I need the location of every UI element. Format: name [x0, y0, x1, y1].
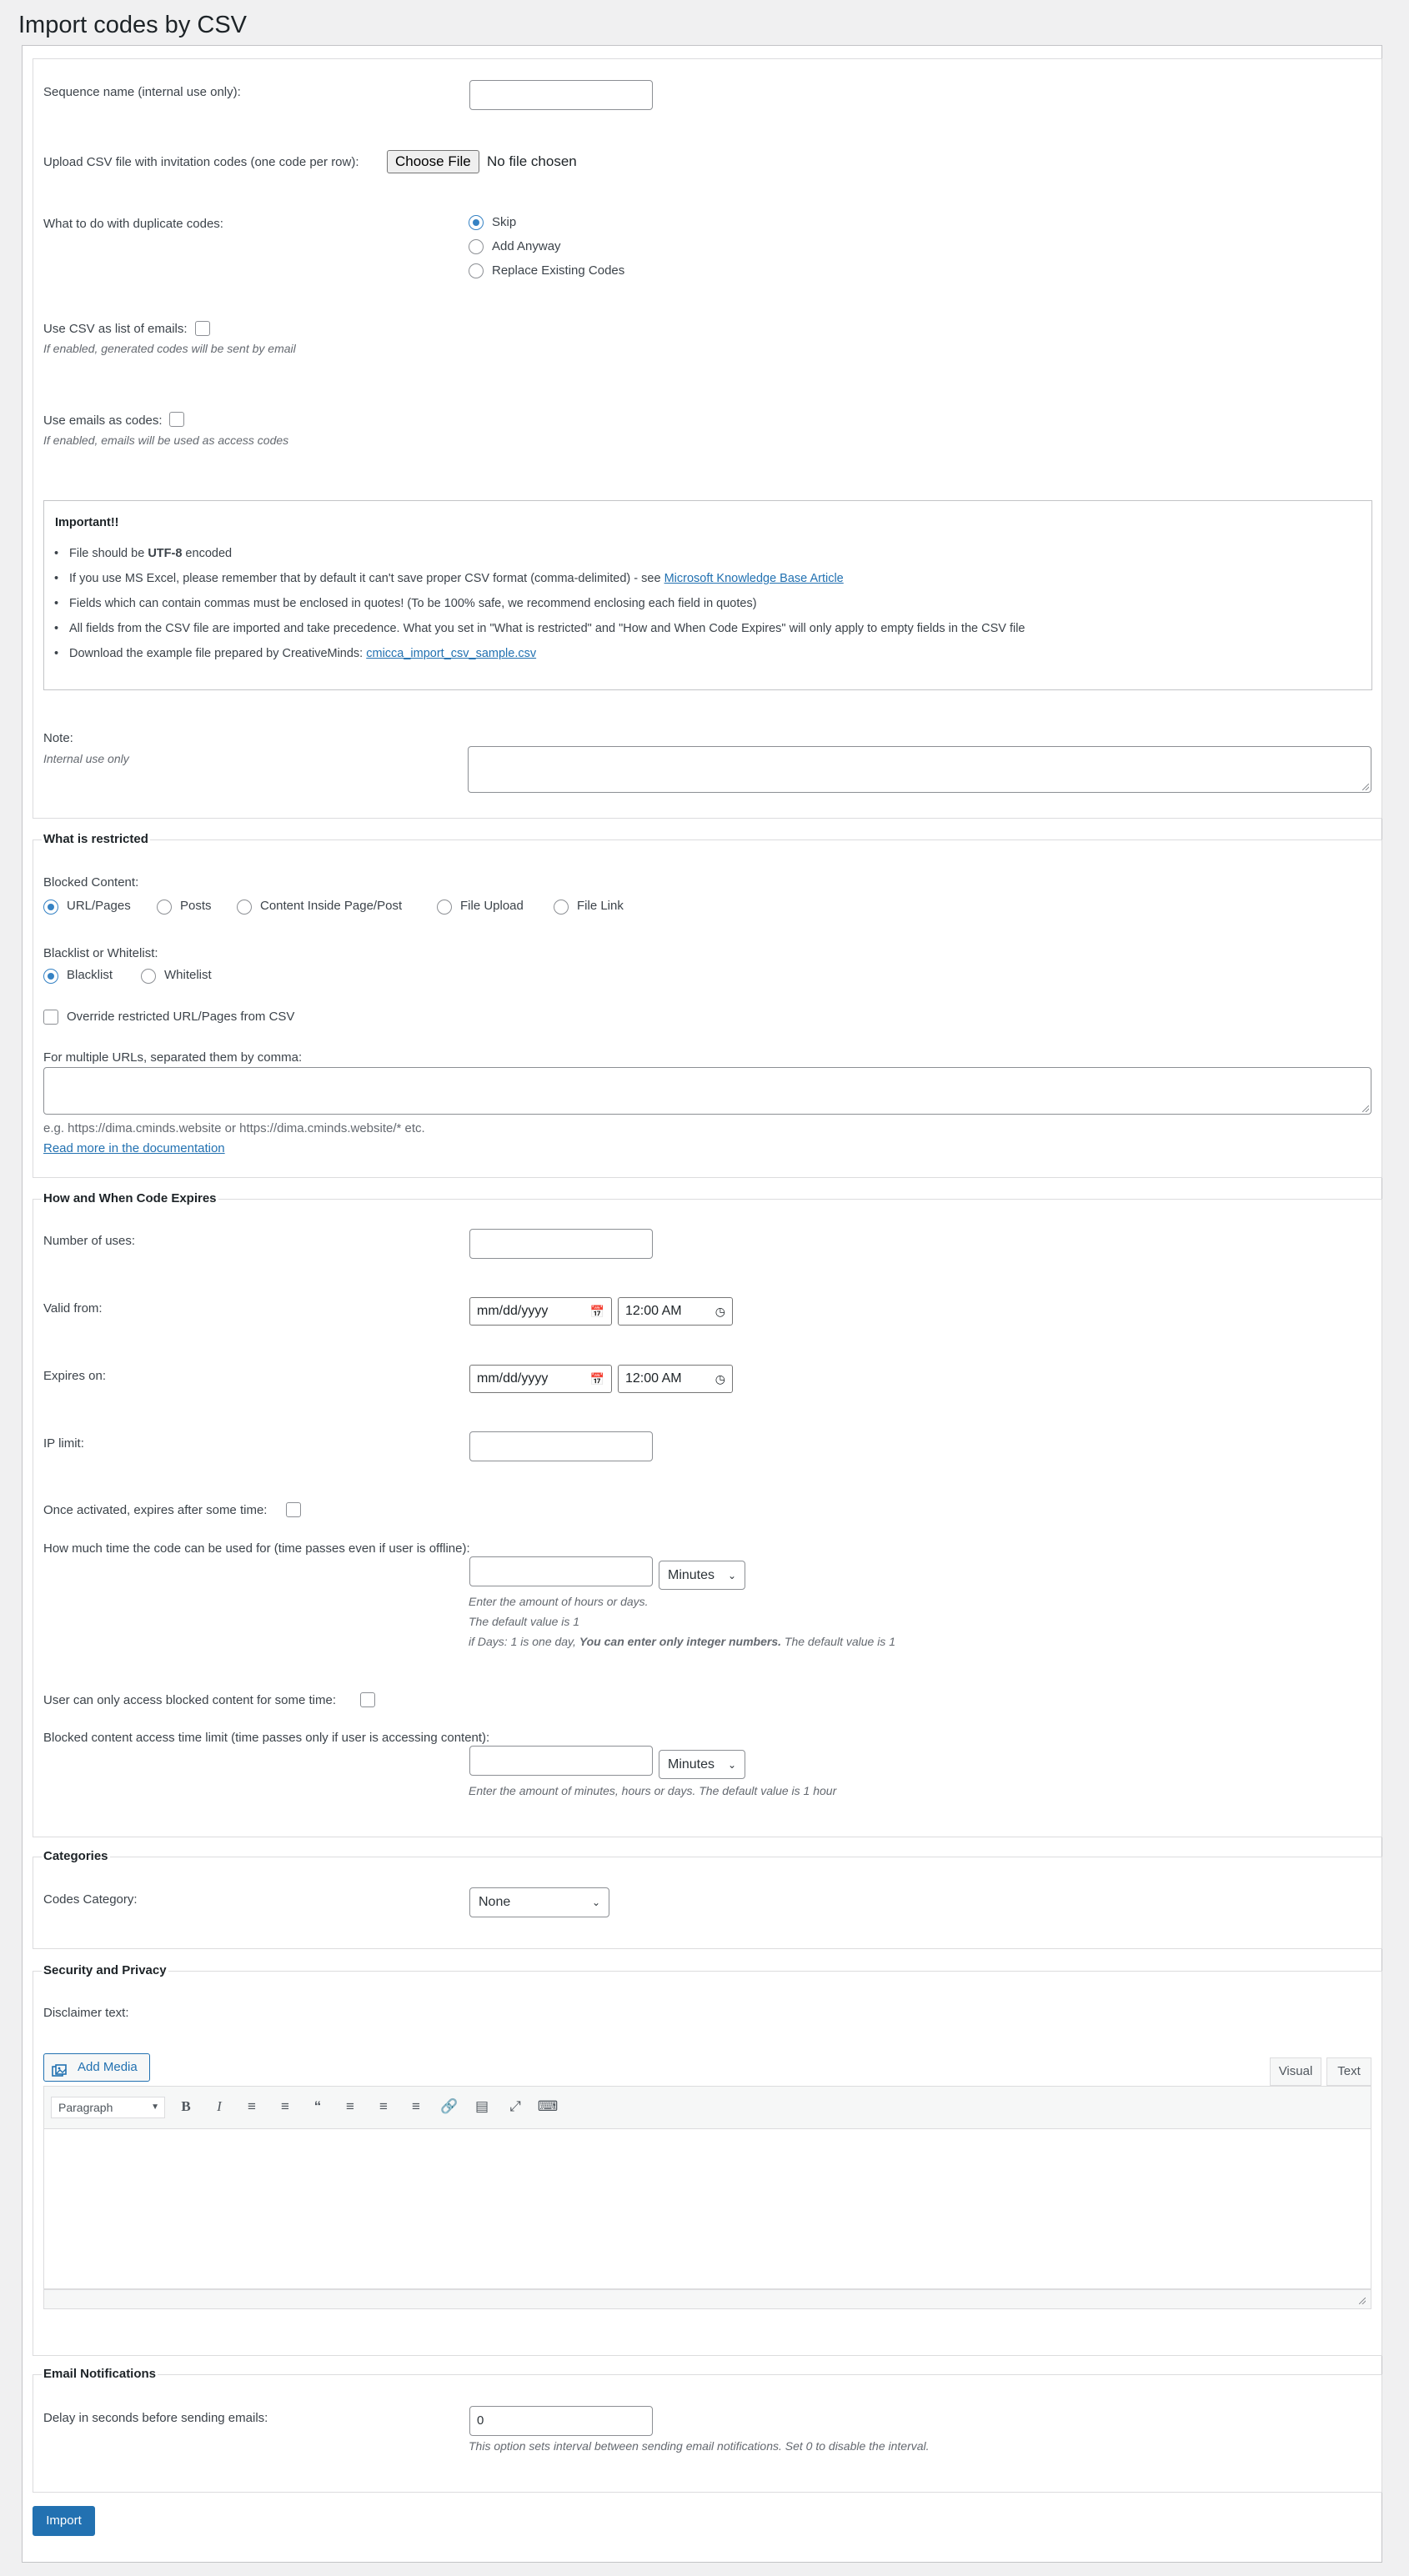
- email-delay-label: Delay in seconds before sending emails:: [43, 2411, 268, 2425]
- usage-time-label: How much time the code can be used for (time passes even if user is offline):: [43, 1541, 470, 1556]
- keyboard-toolbar-toggle-icon[interactable]: ⌨: [537, 2098, 559, 2114]
- expires-on-date-input[interactable]: [469, 1365, 612, 1393]
- expires-after-activation-checkbox[interactable]: [286, 1502, 301, 1517]
- note-help: Internal use only: [43, 752, 129, 765]
- align-right-icon[interactable]: ≡: [412, 2098, 420, 2114]
- usage-time-help-3-post: The default value is 1: [781, 1635, 895, 1648]
- access-time-limit-help: Enter the amount of minutes, hours or days. The default value is 1 hour: [469, 1784, 837, 1797]
- disclaimer-text-label: Disclaimer text:: [43, 2006, 129, 2020]
- chevron-down-icon: ⌄: [591, 1897, 600, 1908]
- blocked-posts-label: Posts: [180, 899, 212, 913]
- expires-after-activation-label: Once activated, expires after some time:: [43, 1503, 268, 1517]
- bold-icon[interactable]: B: [181, 2098, 191, 2114]
- format-select-value: Paragraph: [58, 2101, 113, 2114]
- valid-from-date-placeholder: mm/dd/yyyy: [477, 1304, 549, 1318]
- duplicate-skip-radio[interactable]: [469, 215, 484, 230]
- no-file-chosen-text: No file chosen: [487, 153, 577, 169]
- page-title: Import codes by CSV: [18, 12, 247, 38]
- italic-icon[interactable]: I: [217, 2098, 222, 2114]
- usage-time-help-2: The default value is 1: [469, 1615, 580, 1628]
- duplicate-add-anyway-label: Add Anyway: [492, 239, 561, 253]
- calendar-icon: 📅: [589, 1372, 604, 1386]
- ip-limit-label: IP limit:: [43, 1436, 84, 1451]
- multiple-urls-label: For multiple URLs, separated them by comma:: [43, 1050, 303, 1065]
- blacklist-label: Blacklist: [67, 968, 113, 982]
- code-expiry-legend: How and When Code Expires: [43, 1191, 217, 1205]
- usage-time-unit-value: Minutes: [668, 1568, 715, 1582]
- limited-access-label: User can only access blocked content for some time:: [43, 1693, 336, 1707]
- notice-item-download-text: Download the example file prepared by CreativeMinds:: [69, 647, 367, 660]
- email-notifications-legend: Email Notifications: [43, 2367, 157, 2381]
- align-center-icon[interactable]: ≡: [379, 2098, 388, 2114]
- access-time-limit-label: Blocked content access time limit (time passes only if user is accessing content):: [43, 1731, 490, 1745]
- sample-csv-link[interactable]: cmicca_import_csv_sample.csv: [366, 647, 537, 660]
- notice-item-commas-text: Fields which can contain commas must be enclosed in quotes! (To be 100% safe, we recommend enclosing each field in quotes): [69, 597, 757, 610]
- link-icon[interactable]: 🔗: [440, 2098, 459, 2114]
- disclaimer-editor-area[interactable]: [43, 2129, 1371, 2289]
- emails-as-codes-label: Use emails as codes:: [43, 413, 163, 428]
- ip-limit-input[interactable]: [469, 1431, 653, 1461]
- urls-textarea[interactable]: [43, 1067, 1371, 1115]
- read-more-icon[interactable]: ▤: [474, 2098, 489, 2114]
- security-privacy-legend: Security and Privacy: [43, 1963, 167, 1977]
- email-notifications-section: [33, 2374, 1382, 2493]
- important-heading: Important!!: [55, 516, 119, 529]
- emails-as-codes-checkbox[interactable]: [169, 412, 184, 427]
- blocked-posts-radio[interactable]: [157, 900, 172, 915]
- import-button[interactable]: Import: [33, 2506, 95, 2536]
- notice-item-utf8-bold: UTF-8: [148, 547, 183, 560]
- numbered-list-icon[interactable]: ≡: [281, 2098, 289, 2114]
- email-delay-input[interactable]: 0: [469, 2406, 653, 2436]
- usage-time-help-3: [469, 1635, 895, 1648]
- expires-on-date-placeholder: mm/dd/yyyy: [477, 1371, 549, 1386]
- bulleted-list-icon[interactable]: ≡: [248, 2098, 256, 2114]
- duplicate-add-anyway-radio[interactable]: [469, 239, 484, 254]
- notice-item-utf8-post: encoded: [182, 547, 233, 560]
- valid-from-time-value: 12:00 AM: [625, 1304, 682, 1318]
- fullscreen-icon[interactable]: ⤢: [509, 2098, 521, 2114]
- override-restricted-label: Override restricted URL/Pages from CSV: [67, 1010, 295, 1024]
- urls-example-text: e.g. https://dima.cminds.website or https://dima.cminds.website/* etc.: [43, 1121, 425, 1135]
- editor-status-bar: [43, 2289, 1371, 2309]
- blocked-content-inside-radio[interactable]: [237, 900, 252, 915]
- documentation-link[interactable]: Read more in the documentation: [43, 1141, 225, 1155]
- whitelist-label: Whitelist: [164, 968, 212, 982]
- list-type-label: Blacklist or Whitelist:: [43, 946, 158, 960]
- usage-time-input[interactable]: [469, 1556, 653, 1586]
- valid-from-time-input[interactable]: [618, 1297, 733, 1326]
- add-media-label: Add Media: [78, 2060, 138, 2074]
- blocked-file-link-radio[interactable]: [554, 900, 569, 915]
- blocked-url-pages-radio[interactable]: [43, 900, 58, 915]
- valid-from-label: Valid from:: [43, 1301, 103, 1316]
- microsoft-kb-link[interactable]: Microsoft Knowledge Base Article: [664, 572, 844, 585]
- override-restricted-checkbox[interactable]: [43, 1010, 58, 1025]
- blocked-content-label: Blocked Content:: [43, 875, 139, 890]
- limited-access-checkbox[interactable]: [360, 1692, 375, 1707]
- what-is-restricted-legend: What is restricted: [43, 832, 148, 846]
- blocked-file-upload-radio[interactable]: [437, 900, 452, 915]
- notice-item-precedence-text: All fields from the CSV file are imported and take precedence. What you set in "What is restricted" and "How and When Code Expires" will only apply to empty fields in the CSV file: [69, 622, 1025, 635]
- duplicate-replace-label: Replace Existing Codes: [492, 263, 625, 278]
- email-delay-help: This option sets interval between sending email notifications. Set 0 to disable the interval.: [469, 2439, 930, 2453]
- categories-legend: Categories: [43, 1849, 108, 1863]
- codes-category-label: Codes Category:: [43, 1892, 138, 1907]
- blocked-file-upload-label: File Upload: [460, 899, 524, 913]
- triangle-down-icon: ▼: [151, 2102, 159, 2112]
- urls-resize-handle[interactable]: [1362, 1105, 1369, 1112]
- format-select[interactable]: [51, 2097, 165, 2118]
- clock-icon: ◷: [715, 1305, 725, 1318]
- duplicate-skip-label: Skip: [492, 215, 517, 229]
- notice-item-utf8-pre: File should be: [69, 547, 148, 560]
- access-time-unit-select[interactable]: [659, 1750, 745, 1779]
- visual-tab[interactable]: Visual: [1270, 2057, 1321, 2086]
- editor-resize-handle[interactable]: [1359, 2298, 1366, 2304]
- emails-as-codes-help: If enabled, emails will be used as access codes: [43, 434, 289, 447]
- blocked-file-link-label: File Link: [577, 899, 624, 913]
- codes-category-value: None: [479, 1895, 511, 1909]
- blacklist-radio[interactable]: [43, 969, 58, 984]
- valid-from-date-input[interactable]: [469, 1297, 612, 1326]
- note-resize-handle[interactable]: [1362, 784, 1369, 790]
- upload-csv-label: Upload CSV file with invitation codes (one code per row):: [43, 155, 359, 169]
- editor-toolbar: [43, 2086, 1371, 2129]
- usage-time-help-3-pre: if Days: 1 is one day,: [469, 1635, 579, 1648]
- usage-time-unit-select[interactable]: [659, 1561, 745, 1590]
- csv-emails-checkbox[interactable]: [195, 321, 210, 336]
- codes-category-select[interactable]: [469, 1887, 609, 1917]
- notice-item-excel-text: If you use MS Excel, please remember that by default it can't save proper CSV format (comma-delimited) - see: [69, 572, 664, 585]
- access-time-unit-value: Minutes: [668, 1757, 715, 1772]
- duplicates-label: What to do with duplicate codes:: [43, 217, 223, 231]
- expires-on-label: Expires on:: [43, 1369, 107, 1383]
- access-time-limit-input[interactable]: [469, 1746, 653, 1776]
- blockquote-icon[interactable]: “: [313, 2098, 322, 2114]
- note-textarea[interactable]: [468, 746, 1371, 793]
- chevron-down-icon: ⌄: [727, 1759, 736, 1771]
- whitelist-radio[interactable]: [141, 969, 156, 984]
- categories-section: [33, 1857, 1382, 1949]
- chevron-down-icon: ⌄: [727, 1570, 736, 1581]
- calendar-icon: 📅: [589, 1305, 604, 1318]
- text-tab[interactable]: Text: [1326, 2057, 1371, 2086]
- blocked-url-pages-label: URL/Pages: [67, 899, 131, 913]
- media-icon: [52, 2061, 67, 2074]
- csv-emails-label: Use CSV as list of emails:: [43, 322, 188, 336]
- number-of-uses-input[interactable]: [469, 1229, 653, 1259]
- csv-emails-help: If enabled, generated codes will be sent by email: [43, 342, 296, 355]
- expires-on-time-input[interactable]: [618, 1365, 733, 1393]
- add-media-button[interactable]: [43, 2053, 150, 2082]
- note-label: Note:: [43, 731, 73, 745]
- duplicate-replace-radio[interactable]: [469, 263, 484, 278]
- sequence-name-input[interactable]: [469, 80, 653, 110]
- usage-time-help-3-bold: You can enter only integer numbers.: [579, 1635, 782, 1648]
- blocked-content-inside-label: Content Inside Page/Post: [260, 899, 403, 913]
- number-of-uses-label: Number of uses:: [43, 1234, 136, 1248]
- clock-icon: ◷: [715, 1372, 725, 1386]
- align-left-icon[interactable]: ≡: [346, 2098, 354, 2114]
- sequence-name-label: Sequence name (internal use only):: [43, 85, 241, 99]
- important-notice: [43, 500, 1372, 690]
- expires-on-time-value: 12:00 AM: [625, 1371, 682, 1386]
- usage-time-help-1: Enter the amount of hours or days.: [469, 1595, 649, 1608]
- choose-file-button[interactable]: Choose File: [387, 150, 479, 173]
